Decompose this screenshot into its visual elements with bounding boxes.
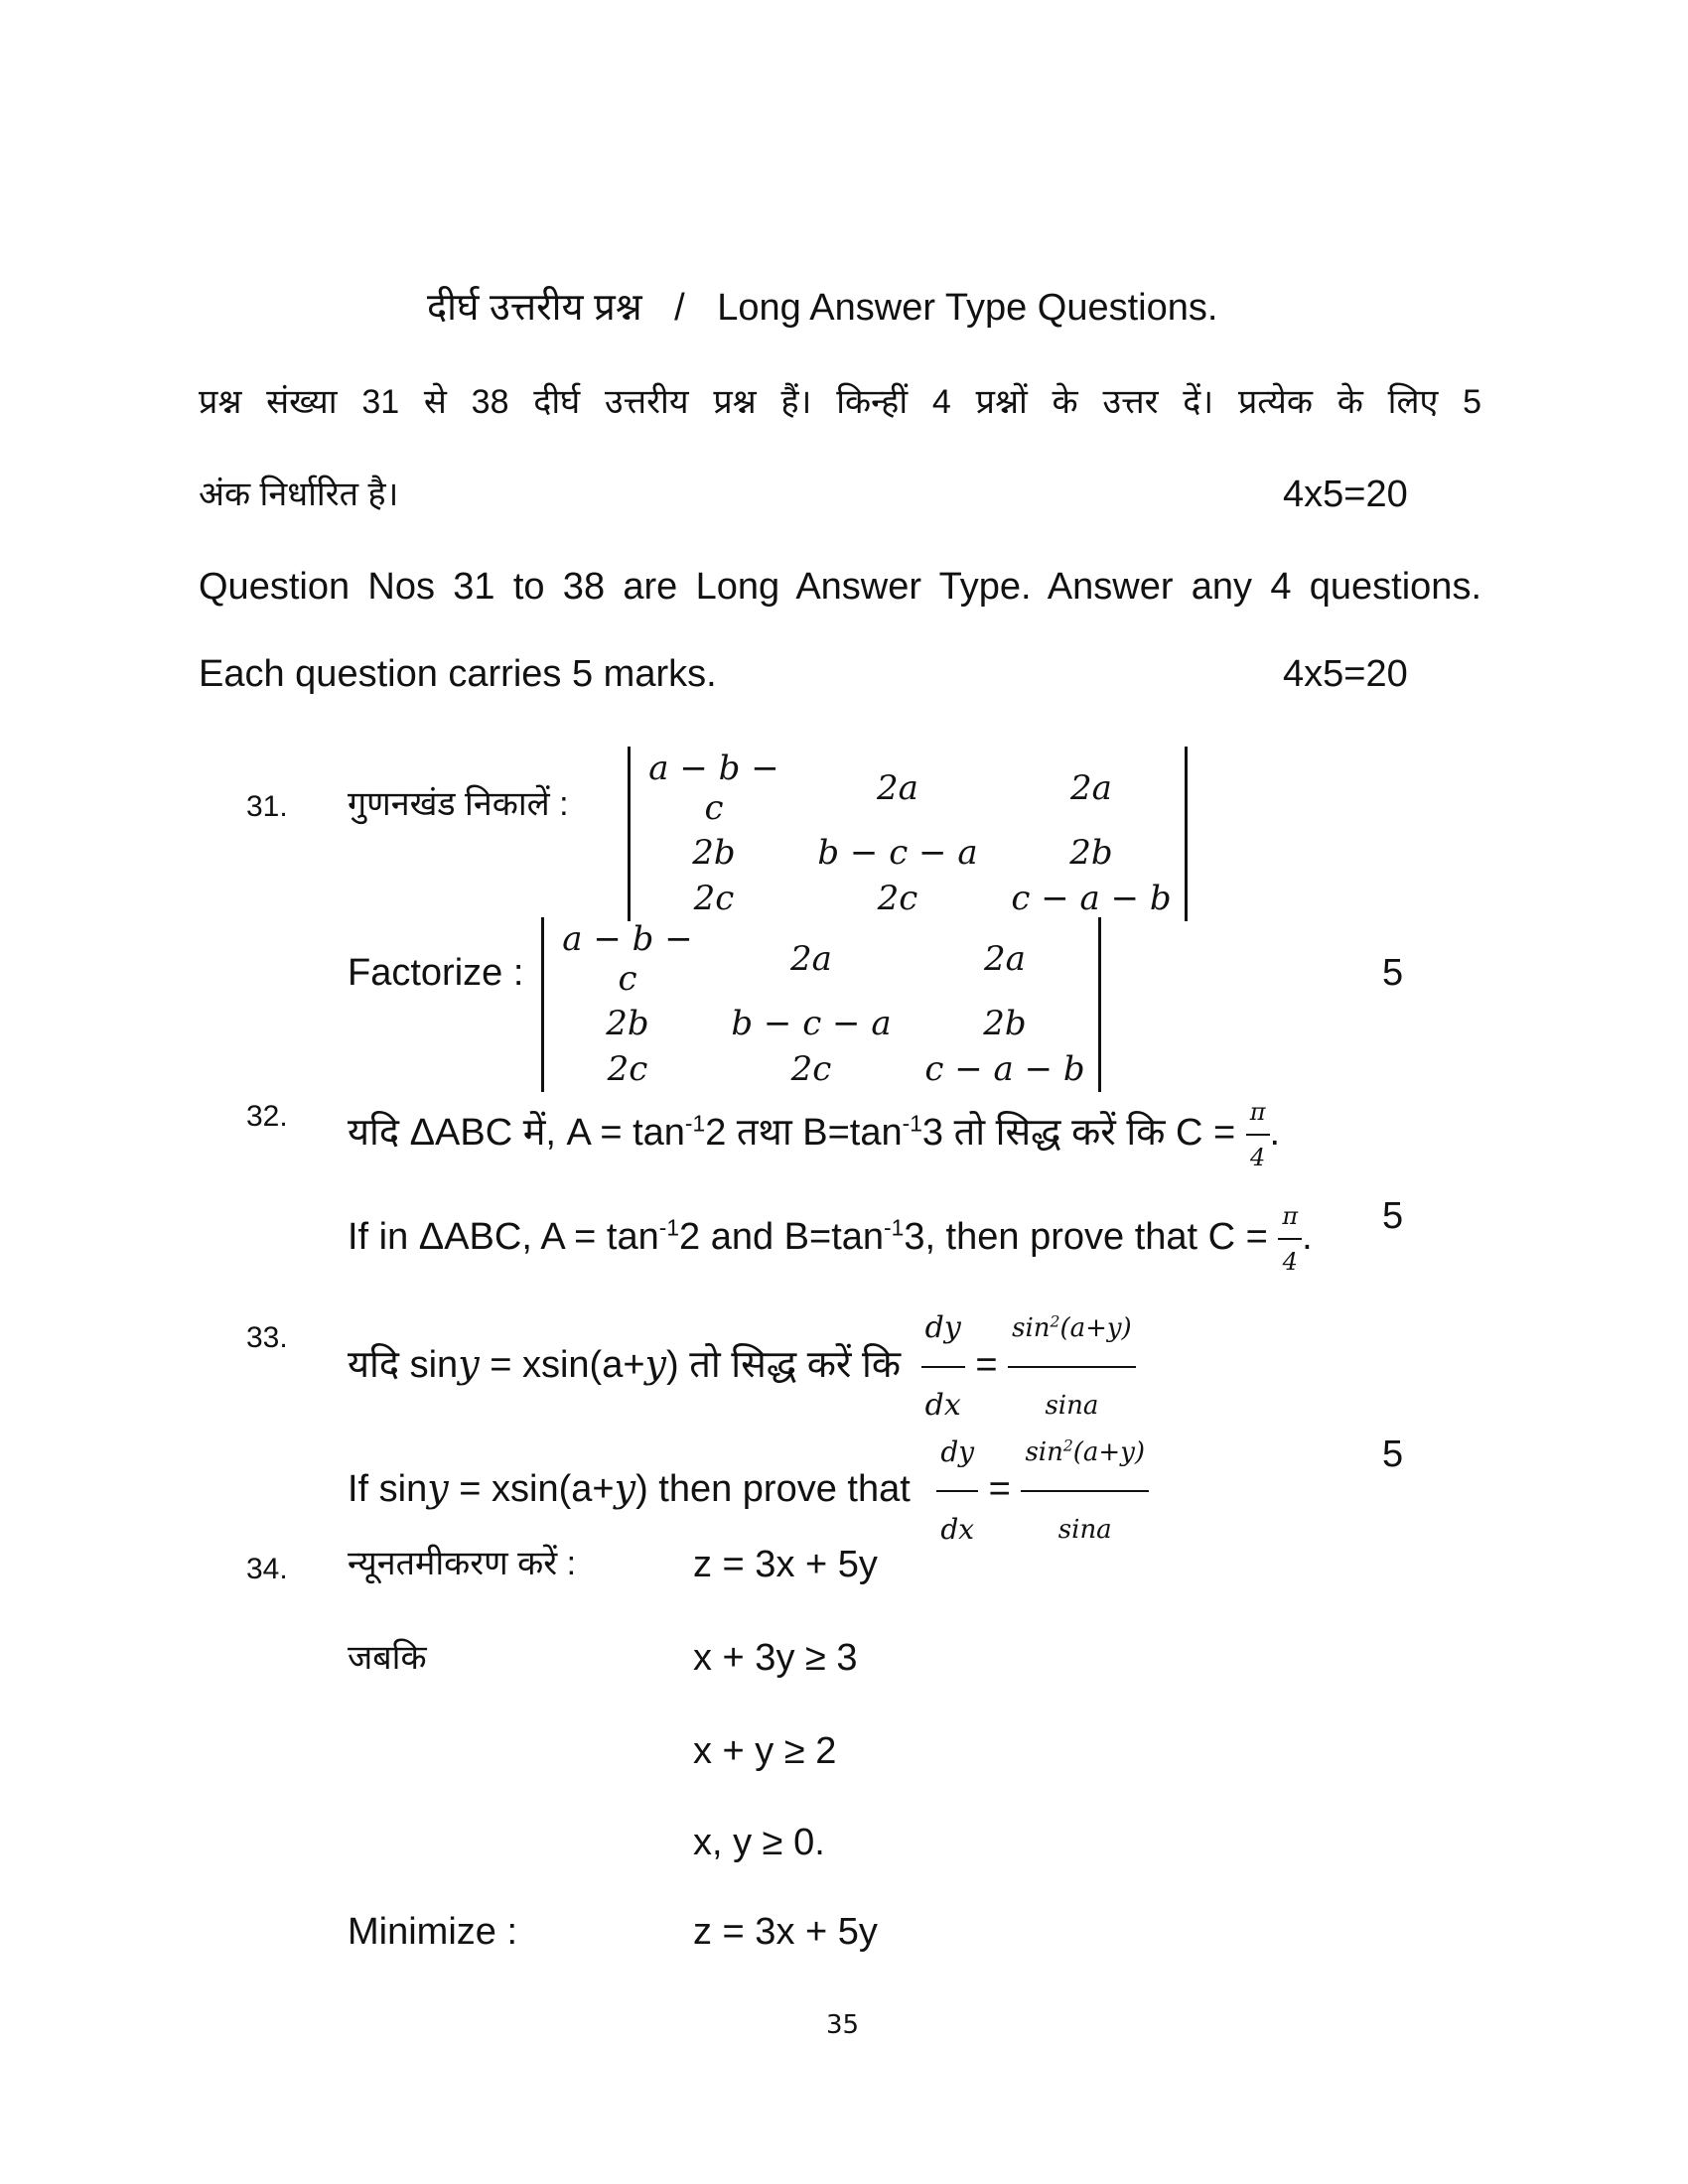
instruction-hindi-line1: प्रश्न संख्या 31 से 38 दीर्घ उत्तरीय प्रश्न हैं। किन्हीं 4 प्रश्नों के उत्तर दें। प्रत्येक के लिए 5 [199,383,1481,421]
matrix-cell: 2a [790,939,832,979]
q32-superscript: -1 [684,1110,706,1137]
matrix-cell: a − b − c [648,749,779,828]
q34-constraint-2: x + y ≥ 2 [693,1730,837,1772]
q34-english-prompt: Minimize : [348,1911,518,1953]
q32-end-dot: . [1269,1112,1281,1155]
question-number-34: 34. [246,1553,288,1585]
frac-denominator: 4 [1249,1144,1266,1171]
q33-marks: 5 [1382,1433,1404,1475]
sin-text: sin [1012,1313,1051,1343]
q34-subject-to-hindi: जबकि [348,1639,427,1677]
question-number-33: 33. [246,1321,288,1354]
section-title [427,286,1217,330]
instruction-english-line1: Question Nos 31 to 38 are Long Answer Type. Answer any 4 questions. [199,566,1481,608]
q32-superscript: -1 [884,1214,905,1241]
matrix-cell: b − c − a [817,833,978,873]
matrix-cell: 2a [1070,768,1112,808]
sin-text: sin [1025,1437,1063,1467]
matrix-cell: 2a [984,939,1026,979]
var-y: y [644,1342,667,1387]
q31-marks: 5 [1382,952,1404,994]
q32-superscript: -1 [902,1110,922,1137]
q33-hindi-text-b: sin(a+ [540,1344,645,1387]
page-number: 35 [826,2010,860,2040]
frac-denominator: sina [1057,1515,1112,1545]
frac-numerator: dy [936,1415,978,1492]
matrix-cell: 2c [693,879,735,918]
q33-eq-x: = x [479,1344,541,1387]
frac-numerator: dy [921,1291,965,1368]
instruction-hindi-line2: अंक निर्धारित है। [199,476,399,513]
matrix-cell: 2c [877,879,918,918]
matrix-cell: 2a [877,768,918,808]
matrix-cell: c − a − b [924,1049,1085,1089]
matrix-cell: a − b − c [562,919,693,999]
q31-english-prompt: Factorize : [348,952,524,994]
q32-pi-over-4 [1246,1090,1270,1179]
q33-english-text-c: ) then prove that [635,1468,911,1511]
section-title-english: Long Answer Type Questions. [717,287,1218,329]
q32-hindi-text-c: 3 तो सिद्ध करें कि C = [921,1112,1236,1155]
var-y: y [427,1466,449,1511]
q31-hindi-prompt: गुणनखंड निकालें : [348,785,569,823]
q32-end-dot: . [1302,1216,1313,1259]
frac-numerator: π [1246,1090,1270,1136]
q34-constraint-1: x + 3y ≥ 3 [693,1637,858,1679]
matrix-cell: 2b [692,833,736,873]
matrix-cell: 2c [790,1049,832,1089]
q32-marks: 5 [1382,1195,1404,1237]
matrix-cell: 2b [983,1004,1027,1043]
question-number-32: 32. [246,1100,288,1133]
q31-hindi-determinant [628,747,1188,921]
instruction-hindi-marks: 4x5=20 [1283,474,1408,515]
frac-denominator: dx [924,1388,961,1423]
frac-numerator [1021,1415,1149,1492]
frac-denominator: dx [940,1513,975,1546]
a-plus-y-text: (a+y) [1072,1437,1146,1467]
q34-hindi-prompt: न्यूनतमीकरण करें : [348,1545,577,1582]
q33-hindi-text-a: यदि sin [348,1344,459,1387]
q33-eq-x: = x [448,1468,511,1511]
equals-sign: = [975,1344,998,1387]
equals-sign: = [988,1468,1011,1511]
frac-numerator: π [1278,1194,1302,1240]
a-plus-y-text: (a+y) [1059,1313,1132,1343]
square-superscript: 2 [1050,1312,1060,1331]
q32-english-text-a: If in ΔABC, A = tan [348,1216,659,1259]
frac-denominator: sina [1045,1391,1099,1421]
q32-english-text-b: 2 and B=tan [679,1216,885,1259]
var-y: y [458,1342,480,1387]
q32-superscript: -1 [658,1214,680,1241]
q32-english-text-c: 3, then prove that C = [904,1216,1268,1259]
matrix-cell: 2c [607,1049,648,1089]
q33-rhs-fraction [1021,1415,1149,1568]
q32-hindi-text-a: यदि ΔABC में, A = tan [348,1112,685,1155]
q32-pi-over-4 [1278,1194,1302,1284]
frac-numerator [1008,1291,1136,1368]
q32-english-statement [348,1194,1313,1284]
q33-english-text-b: sin(a+ [510,1468,615,1511]
title-separator: / [674,287,685,329]
matrix-cell: c − a − b [1011,879,1172,918]
matrix-cell: 2b [606,1004,649,1043]
q33-hindi-text-c: ) तो सिद्ध करें कि [666,1344,902,1387]
var-y: y [614,1466,636,1511]
frac-denominator: 4 [1282,1248,1298,1276]
q33-english-text-a: If sin [348,1468,428,1511]
q32-hindi-text-b: 2 तथा B=tan [705,1112,903,1155]
q34-constraint-3: x, y ≥ 0. [693,1822,825,1863]
section-title-hindi: दीर्घ उत्तरीय प्रश्न [427,287,642,329]
question-number-31: 31. [246,790,288,823]
q31-english-determinant [541,917,1101,1092]
q32-hindi-statement [348,1090,1280,1179]
instruction-english-marks: 4x5=20 [1283,653,1408,695]
q33-dy-dx [936,1415,978,1568]
square-superscript: 2 [1062,1436,1073,1455]
matrix-cell: b − c − a [731,1004,892,1043]
matrix-cell: 2b [1069,833,1113,873]
q34-objective: z = 3x + 5y [693,1544,878,1585]
instruction-english-line2: Each question carries 5 marks. [199,653,717,695]
q34-english-objective: z = 3x + 5y [693,1911,878,1953]
